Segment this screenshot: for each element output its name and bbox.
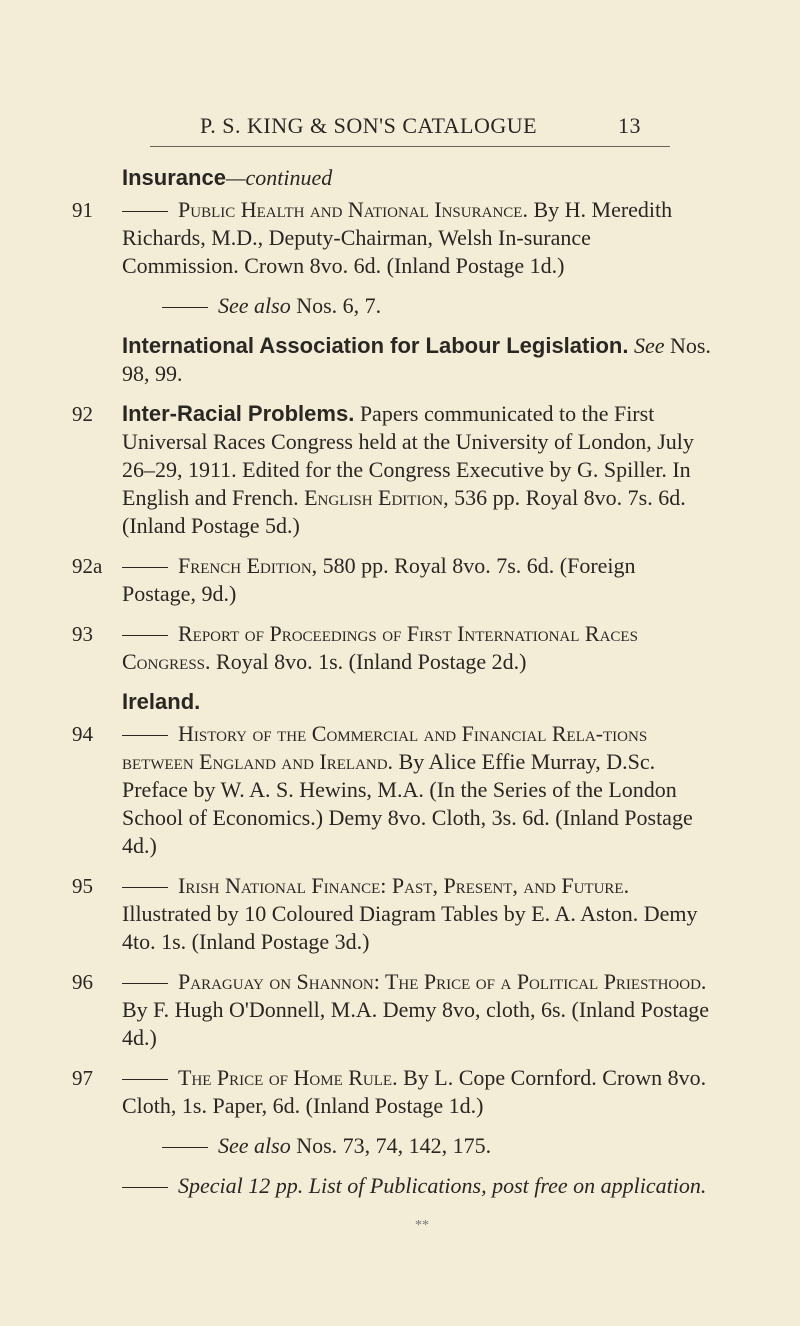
catalogue-entry-97: [72, 1064, 712, 1120]
ditto-dash: [122, 983, 168, 984]
entry-body: By F. Hugh O'Donnell, M.A. Demy 8vo, cloth, 6s. (Inland Postage 4d.): [122, 997, 709, 1050]
catalogue-entry-ial: International Association for Labour Legislation. See Nos. 98, 99.: [122, 333, 711, 386]
entry-title: The Price of Home Rule.: [178, 1065, 398, 1090]
entry-body: Illustrated by 10 Coloured Diagram Tables by E. A. Aston. Demy 4to. 1s. (Inland Postage 3d.): [122, 901, 698, 954]
section-heading-ireland: Ireland.: [122, 689, 201, 714]
see-also-ireland: See also Nos. 73, 74, 142, 175.: [72, 1132, 712, 1160]
entry-number: 96: [72, 970, 93, 994]
ditto-dash: [122, 735, 168, 736]
edition-body: 536 pp. Royal 8vo. 7s. 6d. (Inland Postage 5d.): [122, 485, 686, 538]
entry-body: Papers communicated to the First Universal Races Congress held at the University of London, July 26–29, 1911. Edited for the Congress Executive by G. Spiller. In English and French.: [122, 401, 694, 510]
running-header: [0, 113, 800, 147]
catalogue-entry-95: [72, 872, 712, 956]
catalogue-title: P. S. KING & SON'S CATALOGUE: [200, 113, 538, 138]
entry-title: International Association for Labour Legislation.: [122, 333, 629, 358]
ditto-dash: [162, 1147, 208, 1148]
special-list-note: Special 12 pp. List of Publications, post free on application.: [72, 1172, 712, 1200]
entry-number: 92a: [72, 554, 103, 578]
entry-number: 93: [72, 622, 93, 646]
see-also-insurance: See also Nos. 6, 7.: [72, 292, 712, 320]
ditto-dash: [122, 887, 168, 888]
catalogue-entry-92a: [72, 552, 712, 608]
entry-number: 91: [72, 198, 93, 222]
entry-title: History of the Commercial and Financial Rela-tions between England and Ireland.: [122, 721, 648, 774]
entry-title: Report of Proceedings of First International Races Congress.: [122, 621, 638, 674]
ditto-dash: [122, 567, 168, 568]
catalogue-entry-94: [72, 720, 712, 860]
ditto-dash: [122, 211, 168, 212]
entry-number: 94: [72, 722, 93, 746]
entry-title: Paraguay on Shannon: The Price of a Political Priesthood.: [178, 969, 707, 994]
catalogue-entry-92: [72, 400, 712, 540]
ditto-dash: [122, 1079, 168, 1080]
entry-title: French Edition,: [178, 553, 318, 578]
section-heading-insurance: Insurance—continued: [122, 165, 333, 190]
catalogue-entry-91: [72, 196, 712, 280]
entry-body: By H. Meredith Richards, M.D., Deputy-Chairman, Welsh In-surance Commission. Crown 8vo. 6d. (Inland Postage 1d.): [122, 197, 673, 278]
page-number: 13: [618, 113, 641, 138]
header-rule: [150, 146, 670, 147]
catalogue-entry-93: [72, 620, 712, 676]
edition-label: English Edition,: [304, 485, 449, 510]
ditto-dash: [122, 635, 168, 636]
entry-number: 97: [72, 1066, 93, 1090]
entry-body: Royal 8vo. 1s. (Inland Postage 2d.): [216, 649, 527, 674]
entry-body: By L. Cope Cornford. Crown 8vo. Cloth, 1s. Paper, 6d. (Inland Postage 1d.): [122, 1065, 707, 1118]
entry-body: By Alice Effie Murray, D.Sc. Preface by W. A. S. Hewins, M.A. (In the Series of the London School of Economics.) Demy 8vo. Cloth, 3s. 6d. (Inland Postage 4d.): [122, 749, 693, 858]
ditto-dash: [162, 307, 208, 308]
entry-title: Irish National Finance: Past, Present, and Future.: [178, 873, 630, 898]
ditto-dash: [122, 1187, 168, 1188]
entry-number: 92: [72, 402, 93, 426]
end-ornament: **: [415, 1218, 429, 1233]
entry-title: Public Health and National Insurance.: [178, 197, 528, 222]
catalogue-entry-96: [72, 968, 712, 1052]
catalogue-content: [72, 160, 712, 1240]
entry-body: 580 pp. Royal 8vo. 7s. 6d. (Foreign Postage, 9d.): [122, 553, 636, 606]
entry-title: Inter-Racial Problems.: [122, 401, 355, 426]
entry-number: 95: [72, 874, 93, 898]
